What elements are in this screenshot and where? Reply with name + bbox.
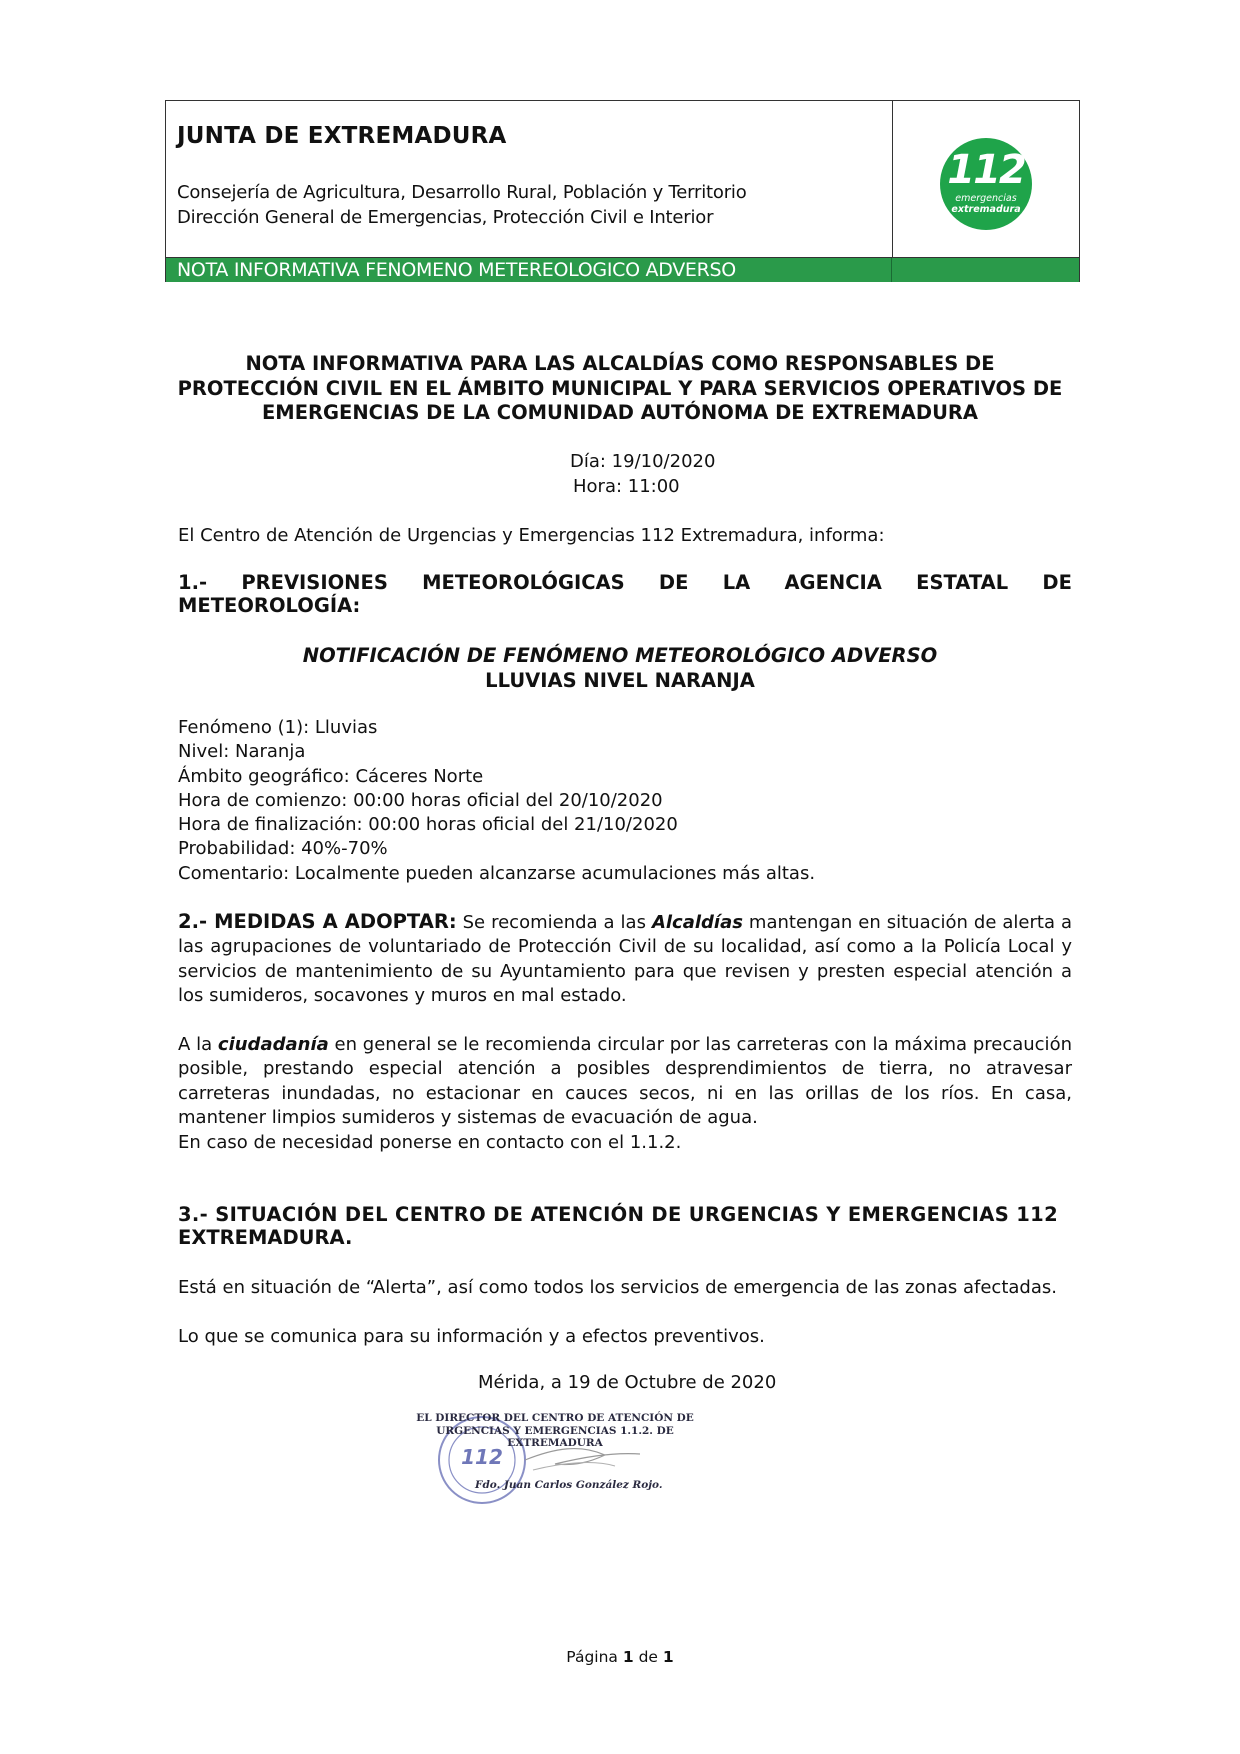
alert-paragraph: Está en situación de “Alerta”, así como todos los servicios de emergencia de las zonas afectadas. (178, 1277, 1057, 1298)
section-3-heading-line-2: EXTREMADURA. (178, 1226, 353, 1249)
heading-word: DE (1042, 571, 1072, 594)
citizen-paragraph (178, 1033, 1072, 1130)
title-line-1: NOTA INFORMATIVA PARA LAS ALCALDÍAS COMO RESPONSABLES DE (245, 352, 995, 375)
section-2-text-a: Se recomienda a las (456, 912, 652, 933)
section-1-heading-line-2: METEOROLOGÍA: (178, 594, 361, 617)
current-page: 1 (622, 1648, 634, 1666)
section-1-heading-line-1 (178, 571, 1072, 594)
of-label: de (638, 1648, 658, 1666)
document-title (170, 352, 1070, 426)
logo-subtitle-1: emergencias (955, 193, 1017, 204)
department-line-1: Consejería de Agricultura, Desarrollo Rural, Población y Territorio (177, 182, 747, 203)
signature-title-line-1: EL DIRECTOR DEL CENTRO DE ATENCIÓN DE (416, 1412, 694, 1424)
phenomenon-details (178, 716, 815, 886)
citizen-emphasis: ciudadanía (217, 1034, 329, 1055)
notice-subtitle: NOTIFICACIÓN DE FENÓMENO METEOROLÓGICO ADVERSO (302, 644, 938, 667)
department-line-2: Dirección General de Emergencias, Protección Civil e Interior (177, 207, 714, 228)
logo-number: 112 (947, 147, 1025, 193)
heading-word: ESTATAL (916, 571, 1009, 594)
date-block (570, 450, 715, 499)
detail-level: Nivel: Naranja (178, 741, 306, 763)
heading-word: PREVISIONES (241, 571, 388, 594)
header-band-text: NOTA INFORMATIVA FENOMENO METEREOLOGICO ADVERSO (177, 259, 736, 281)
signatory-name: Fdo. Juan Carlos González Rojo. (475, 1479, 663, 1491)
detail-phenomenon: Fenómeno (1): Lluvias (178, 717, 378, 738)
section-3-heading-line-1 (178, 1203, 1072, 1226)
heading-word: AGENCIA (784, 571, 882, 594)
total-pages: 1 (662, 1648, 674, 1666)
detail-comment: Comentario: Localmente pueden alcanzarse acumulaciones más altas. (178, 862, 816, 884)
communication-paragraph: Lo que se comunica para su información y a efectos preventivos. (178, 1326, 765, 1347)
signature-title-line-2: URGENCIAS Y EMERGENCIAS 1.1.2. DE EXTREMADURA (436, 1425, 674, 1449)
logo-cell (893, 101, 1079, 257)
citizen-text-a: A la (178, 1034, 218, 1055)
header-band (166, 257, 1079, 282)
issue-hour: Hora: 11:00 (573, 475, 680, 497)
notice-title: LLUVIAS NIVEL NARANJA (485, 669, 755, 692)
page-footer (0, 1648, 1240, 1666)
band-divider (891, 258, 892, 282)
emergency-112-logo (940, 138, 1032, 230)
notice-heading (170, 643, 1070, 693)
logo-subtitle-2: extremadura (951, 204, 1021, 215)
section-3-heading-text: 3.- SITUACIÓN DEL CENTRO DE ATENCIÓN DE URGENCIAS Y EMERGENCIAS 112 (178, 1203, 1059, 1226)
stamp-number: 112 (461, 1445, 503, 1469)
detail-area: Ámbito geográfico: Cáceres Norte (178, 765, 484, 787)
section-2-heading: 2.- MEDIDAS A ADOPTAR: (178, 910, 457, 933)
detail-start: Hora de comienzo: 00:00 horas oficial del 20/10/2020 (178, 789, 663, 811)
page-label: Página (566, 1648, 618, 1666)
heading-word: 1.- (178, 571, 208, 594)
section-2-text-b: mantengan en situación de alerta a las agrupaciones de voluntariado de Protección Civil de su localidad, así como a la Policía Local y servicios de mantenimiento de su Ayuntamiento para que revisen y presten especial atención a los sumideros, socavones y muros en mal estado. (178, 912, 1073, 1006)
organization-name: JUNTA DE EXTREMADURA (177, 123, 507, 149)
signature-block (405, 1400, 705, 1515)
section-2-emphasis: Alcaldías (651, 912, 743, 933)
section-3-heading (178, 1203, 1072, 1249)
section-2-paragraph (178, 910, 1072, 1008)
section-1-heading (178, 571, 1072, 617)
detail-probability: Probabilidad: 40%-70% (178, 838, 388, 860)
detail-end: Hora de finalización: 00:00 horas oficial del 21/10/2020 (178, 814, 678, 836)
place-and-date: Mérida, a 19 de Octubre de 2020 (478, 1372, 777, 1393)
intro-text: El Centro de Atención de Urgencias y Emergencias 112 Extremadura, informa: (178, 525, 885, 546)
title-line-3: EMERGENCIAS DE LA COMUNIDAD AUTÓNOMA DE EXTREMADURA (261, 401, 979, 424)
letterhead (165, 100, 1080, 282)
title-line-2: PROTECCIÓN CIVIL EN EL ÁMBITO MUNICIPAL Y PARA SERVICIOS OPERATIVOS DE (177, 376, 1063, 400)
issue-date: Día: 19/10/2020 (570, 451, 716, 472)
heading-word: LA (722, 571, 751, 594)
letterhead-text-cell (166, 101, 893, 257)
contact-paragraph: En caso de necesidad ponerse en contacto con el 1.1.2. (178, 1132, 682, 1153)
heading-word: DE (658, 571, 689, 594)
heading-word: METEOROLÓGICAS (422, 571, 625, 594)
citizen-text-b: en general se le recomienda circular por las carreteras con la máxima precaución posible, prestando especial atención a posibles desprendimientos de tierra, no atravesar carreteras inundadas, no estacionar en cauces secos, ni en las orillas de los ríos. En casa, mantener limpios sumideros y sistemas de evacuación de agua. (178, 1034, 1072, 1128)
